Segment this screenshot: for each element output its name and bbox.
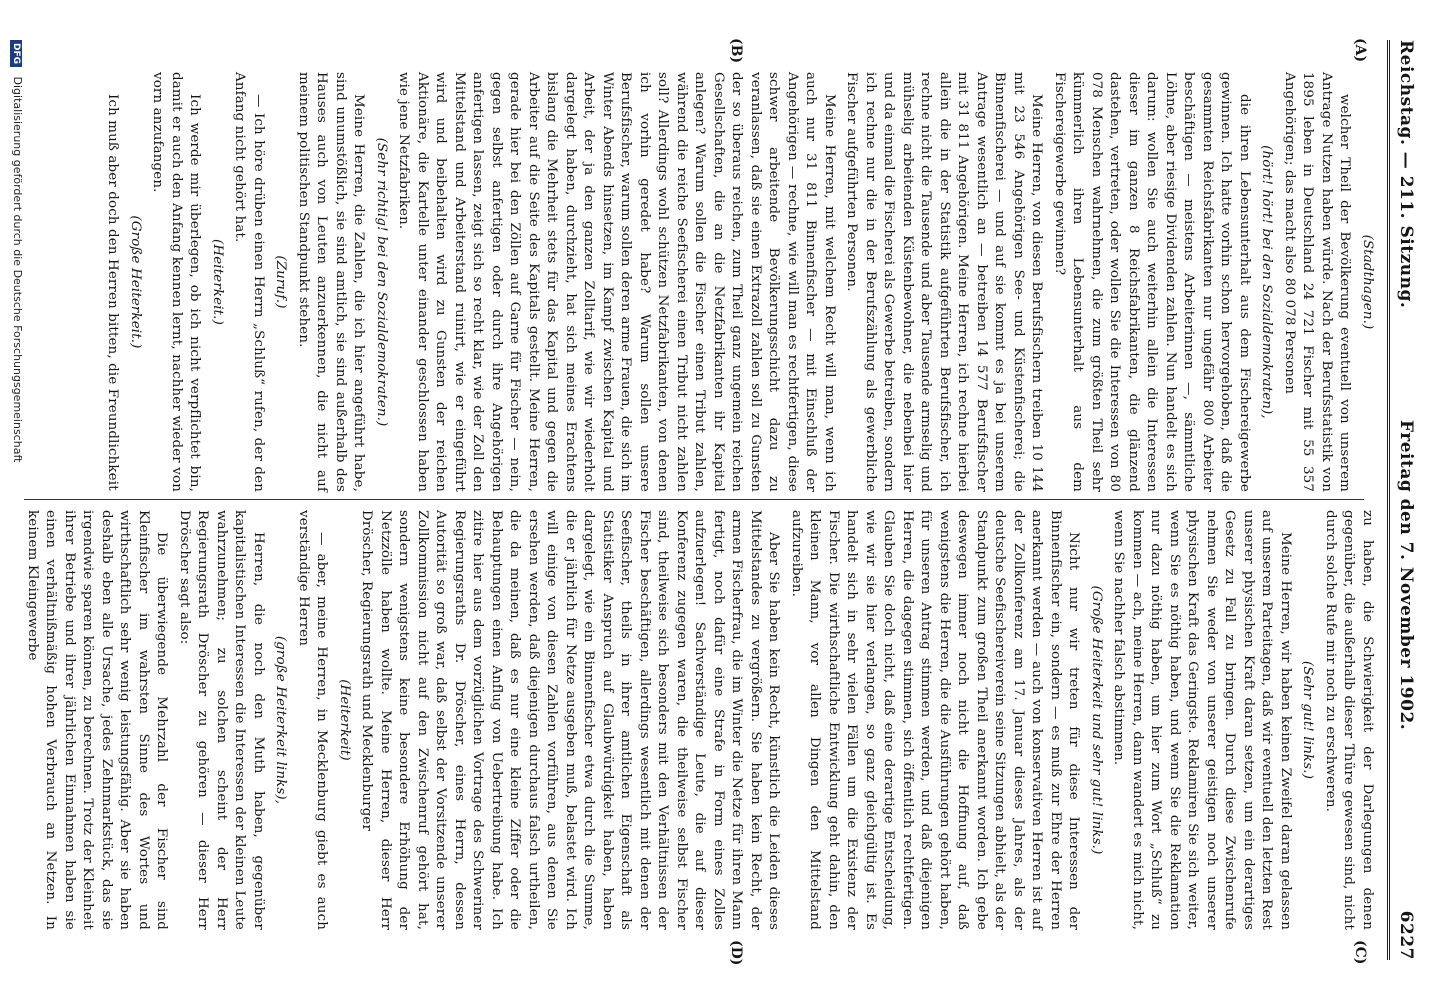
footer-text: Digitalisierung gefördert durch die Deutsche Forschungsgemeinschaft bbox=[11, 76, 24, 463]
column-divider bbox=[24, 499, 1364, 500]
interjection: (Große Heiterkeit.) bbox=[128, 215, 143, 349]
page-number: 6227 bbox=[1396, 910, 1416, 960]
interjection: (Stadthagen.) bbox=[1360, 234, 1375, 330]
right-column bbox=[19, 510, 1377, 930]
paragraph: zu haben, die Schwierigkeit der Darlegungen denen gegenüber, die außerhalb dieser Thüre gewesen sind, nicht durch solche Rufe mir noch zu erschweren. bbox=[1323, 510, 1375, 930]
paragraph: Ich werde mir überlegen, ob ich nicht verpflichtet bin, damit er auch den Anfang kennen lernt, nachher wieder von vorn anzufangen. bbox=[150, 72, 203, 492]
paragraph: — aber, meine Herren, in Mecklenburg giebt es auch verständige Herren bbox=[296, 510, 330, 930]
interjection: (Sehr gut! links.) bbox=[1300, 660, 1316, 780]
left-column bbox=[99, 72, 1376, 492]
interjection: (Heiterkeit.) bbox=[210, 239, 225, 325]
interjection: (große Heiterkeit links), bbox=[273, 635, 289, 805]
paragraph: Nicht nur wir treten für diese Interessen der Binnenfischer ein, sondern — es muß zur Ehre der Herren anerkannt werden — auch von konservativen Herren ist auf der Zollkonferenz am 17. Januar dieses Jahres, als der deutsche Seefischereiverein seine Sitzungen abhielt, als der Standpunkt zum großen Theil anerkannt worden. Ich gebe deswegen immer noch nicht die Hoffnung auf, daß wenigstens die Herren, die die Ausführungen gehört haben, für unseren Antrag stimmen werden, und daß diejenigen Herren, die dagegen stimmen, sich öffentlich rechtfertigen. Glauben Sie doch nicht, daß eine derartige Entscheidung, wie wir sie hier verlangen, so ganz gleichgültig ist. Es handelt sich in sehr vielen Fällen um die Existenz der Fischer. Die wirthschaftliche Entwicklung geht dahin, den kleinen Mann, vor allen Dingen den Mittelstand aufzureiben. bbox=[789, 510, 1082, 930]
interjection: (Sehr richtig! bei den Sozialdemokraten.) bbox=[374, 137, 389, 427]
paragraph: Die überwiegende Mehrzahl der Fischer sind Kleinfischer im wahrsten Sinne des Wortes und wirthschaftlich sehr wenig leistungsfähig. Aber sie haben deshalb eben alle Ursache, jedes Zehnmarkstück, das sie irgendwie sparen können, zu berechnen. Trotz der Kleinheit ihrer Betriebe und ihrer jährlichen Einnahmen haben sie einen verhältnißmäßig hohen Verbrauch an Netzen. In keinem Kleingewerbe bbox=[25, 510, 170, 930]
paragraph: Meine Herren, von diesen Berufsfischern treiben 10 144 mit 23 546 Angehörigen See- und Küstenfischerei; die Binnenfischerei — und auf sie kommt es ja bei unserem Antrage wesentlich an — betreiben 14 577 Berufsfischer mit 31 811 Angehörigen. Meine Herren, ich rechne hierbei allein die in der Statistik aufgeführten Berufsfischer, ich rechne nicht die Tausende und aber Tausende armselig und mühselig arbeitenden Küstenbewohner, die nebenbei hier und da einmal die Fischerei als Gewerbe betreiben, sondern ich rechne nur die in der Berufszählung als gewerbliche Fischer aufgeführten Personen. bbox=[844, 72, 1045, 492]
paragraph: Meine Herren, mit welchem Recht will man, wenn ich auch nur 31 811 Binnenfischer — mit Einschluß der Angehörigen — rechne, wie will man es rechtfertigen, diese schwer arbeitende Bevölkerungsschicht dazu zu veranlassen, daß sie einen Extrazoll zahlen soll zu Gunsten der so überaus reichen, zum Theil ganz ungemein reichen Gesellschaften, die an die Netzfabrikanten ihr Kapital anlegen? Warum sollen die Fischer einen Tribut zahlen, während die reiche Seefischerei einen Tribut nicht zahlen soll? Allerdings wohl schützen Netzfabrikanten, von denen ich vorhin geredet habe? Warum sollen unsere Berufsfischer, warum sollen deren arme Frauen, die sich im Winter Abends hinsetzen, im Kampf zwischen Kapital und Arbeit, der ja den ganzen Zolltarif, wie wir wiederholt dargelegt haben, durchzieht, hat sich meines Erachtens bislang die Mehrheit stets für das Kapital und gegen die Arbeiter auf die Seite des Kapitals gestellt. Meine Herren, gerade hier bei den Zöllen auf Garne für Fischer — nein, gegen selbst anfertigen oder durch ihre Angehörigen anfertigen lassen, zeigt sich so recht klar, wie der Zoll den Mittelstand und Arbeiterstand ruinirt, wie er eingeführt wird und beibehalten wird zu Gunsten der reichen Aktionäre, die Kartelle unter einander geschlossen haben wie jene Netzfabriken. bbox=[396, 72, 837, 492]
margin-marker-c: (C) bbox=[1352, 940, 1368, 965]
page-header bbox=[1387, 40, 1420, 960]
paragraph: — Ich höre drüben einen Herrn „Schluß“ rufen, der den Anfang nicht gehört hat. bbox=[232, 72, 266, 492]
margin-marker-b: (B) bbox=[728, 38, 744, 64]
paragraph: Meine Herren, wir haben keinen Zweifel daran gelassen auf unserem Parteitagen, daß wir eventuell den letzten Rest unserer physischen Kraft daran setzen, um ein derartiges Gesetz zu Fall zu bringen. Durch diese Zwischenrufe nehmen Sie weder von unserer geistigen noch unserer physischen Kraft das Geringste. Reklamiren Sie sich weiter, wenn Sie es nöthig haben, und wenn Sie die Reklamation nur dazu nöthig haben, um hier zum Wort „Schluß“ zu kommen — ach, meine Herren, dann wandert es mich nicht, wenn Sie nachher falsch abstimmen. bbox=[1111, 510, 1293, 930]
interjection: (Heiterkeit) bbox=[337, 679, 352, 761]
margin-marker-a: (A) bbox=[1352, 38, 1368, 63]
header-left: Reichstag. — 211. Sitzung. bbox=[1396, 40, 1416, 309]
header-date: Freitag den 7. November 1902. bbox=[1396, 420, 1416, 731]
interjection: (Große Heiterkeit und sehr gut! links.) bbox=[1089, 585, 1104, 855]
interjection: (hört! hört! bei den Sozialdemokraten), bbox=[1259, 145, 1275, 419]
paragraph: Herren, die noch den Muth haben, gegenüber kapitalistischen Interessen die Interessen der kleinen Leute wahrzunehmen; zu solchen scheint der Herr Regierungsrath Dröscher zu gehören — dieser Herr Dröscher sagt also: bbox=[177, 510, 266, 930]
page-footer bbox=[8, 40, 24, 960]
paragraph: welcher Theil der Bevölkerung eventuell von unserem Antrage Nutzen haben würde. Nach der Berufsstatistik von 1895 leben in Deutschland 24 721 Fischer mit 55 357 Angehörigen; das macht also 80 078 Personen bbox=[1282, 72, 1353, 492]
margin-marker-d: (D) bbox=[728, 940, 744, 966]
interjection: (Zuruf.) bbox=[273, 255, 289, 309]
paragraph: Ich muß aber doch den Herren bitten, die Freundlichkeit bbox=[105, 94, 121, 491]
paragraph: Meine Herren, die Zahlen, die ich hier angeführt habe, sind unumstößlich, sie sind amtlich, sie sind außerhalb des Hauses auch von Leuten anzuerkennen, die nicht auf meinem politischen Standpunkt stehen. bbox=[296, 72, 367, 492]
paragraph: die ihren Lebensunterhalt aus dem Fischereigewerbe gewinnen. Ich hatte vorhin schon hervorgehoben, daß die gesammten Reichsfabrikanten nur ungefähr 800 Arbeiter beschäftigen — meistens Arbeiterinnen —, sämmtliche Löhne, aber riesige Dividenden zahlen. Nun handelt es sich darum: wollen Sie auch weiterhin allein die Interessen dieser im ganzen 8 Reichsfabrikanten, die glänzend dastehen, vertreten, oder wollen Sie die Interessen von 80 078 Menschen wahrnehmen, die zum größten Theil sehr kümmerlich ihren Lebensunterhalt aus dem Fischereigewerbe gewinnen? bbox=[1052, 72, 1252, 492]
paragraph: Aber Sie haben kein Recht, künstlich die Leiden dieses Mittelstandes zu vergrößern. Sie haben kein Recht, der armen Fischerfrau, die im Winter die Netze für ihren Mann fertigt, noch dafür eine Strafe in Form eines Zolles aufzuerlegen! Sachverständige Leute, die auf dieser Konferenz zugegen waren, die theilweise selbst Fischer sind, theilweise sich besonders mit den Verhältnissen der Fischer beschäftigen, allerdings wesentlich mit denen der Seefischer, theils in ihrer amtlichen Eigenschaft als Statistiker Anspruch auf Glaubwürdigkeit haben, haben dargelegt, wie ein Binnenfischer etwa durch die Summe, die er jährlich für Netze ausgeben muß, belastet wird. Ich will einige von diesen Zahlen vorführen, aus denen Sie ersehen werden, daß diejenigen durchaus falsch urtheilen, die da meinen, daß es nur eine kleine Ziffer oder die Behauptungen einen Anflug von Uebertreibung habe. Ich zitire hier aus dem vorzüglichen Vortrage des Schweriner Regierungsraths Dr. Dröscher, eines Herrn, dessen Autorität so groß war, daß selbst der Vorsitzende unserer Zollkommission nicht auf den Zwischenruf gehört hat, sondern wenigstens keine besondere Erhöhung der Netzzölle haben wollte. Meine Herren, dieser Herr Dröscher, Regierungsrath und Mecklenburger bbox=[359, 510, 782, 930]
dfg-logo: DFG bbox=[10, 40, 22, 67]
